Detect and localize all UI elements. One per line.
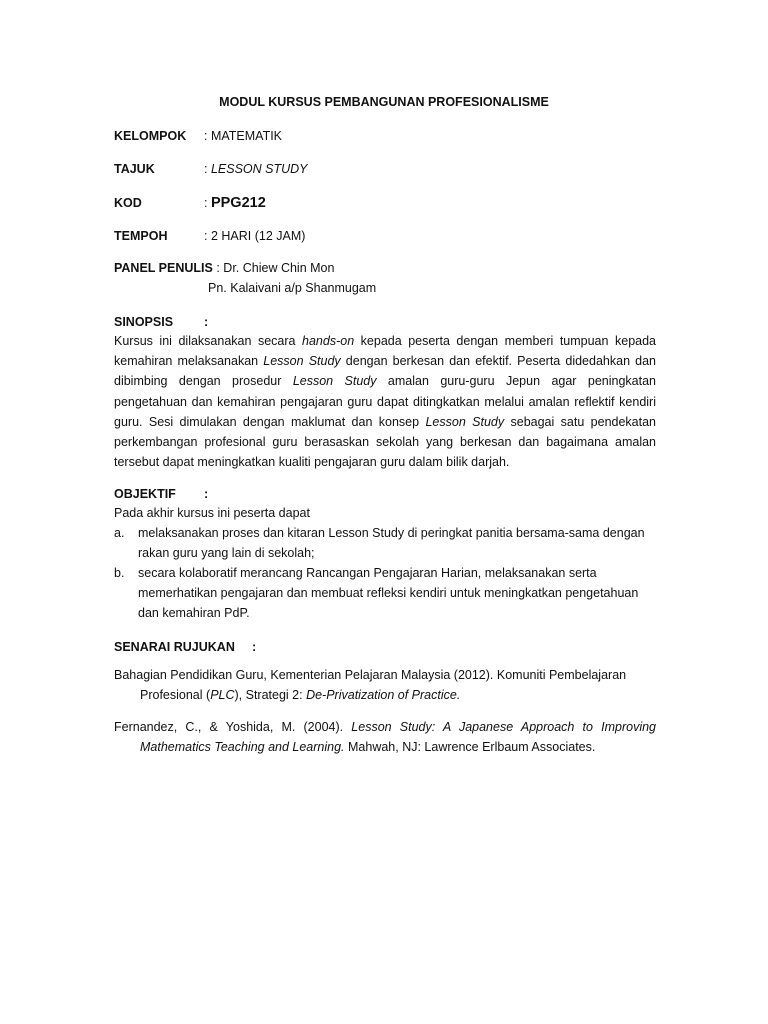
reference-line [114, 717, 656, 737]
field-value-wrap [204, 159, 308, 179]
panel-writer-1: : Dr. Chiew Chin Mon [216, 261, 335, 275]
field-label: TAJUK [114, 162, 155, 176]
sinopsis-text: kepada peserta dengan memberi tumpuan kepada kemahiran melaksanakan [114, 334, 656, 369]
reference-line [114, 685, 656, 705]
field-colon: : [204, 196, 211, 210]
list-marker: b. [114, 566, 125, 580]
field-label: KELOMPOK [114, 129, 187, 143]
field-value: : 2 HARI (12 JAM) [204, 229, 306, 243]
field-value: PPG212 [210, 195, 266, 211]
sinopsis-text: Kursus ini dilaksanakan secara [114, 334, 303, 348]
sinopsis-heading [114, 312, 674, 332]
field-label: TEMPOH [114, 229, 168, 243]
panel-writer-2: Pn. Kalaivani a/p Shanmugam [208, 281, 377, 295]
objektif-heading [114, 484, 674, 504]
reference-emphasis: Lesson Study: A Japanese Approach to Improving [351, 720, 656, 734]
list-marker: a. [114, 526, 125, 540]
objektif-colon: : [204, 487, 209, 501]
sinopsis-text: amalan guru-guru Jepun agar peningkatan pengetahuan dan kemahiran pengajaran guru dapat ditingkatkan melalui amalan reflektif kendiri guru. Sesi dimulakan dengan maklumat dan konsep [114, 374, 656, 429]
reference-line [114, 737, 656, 757]
rujukan-heading [114, 637, 674, 657]
panel-label: PANEL PENULIS [114, 261, 213, 275]
reference-text: Fernandez, C., & Yoshida, M. (2004). [114, 720, 352, 734]
sinopsis-text: sebagai satu pendekatan perkembangan profesional guru berasaskan sekolah yang berkesan dan bagaimana amalan tersebut dapat meningkatkan kualiti pengajaran guru dalam bilik darjah. [114, 414, 657, 470]
reference-2 [114, 717, 656, 757]
rujukan-heading-text: SENARAI RUJUKAN [114, 640, 235, 654]
list-item-text: secara kolaboratif merancang Rancangan Pengajaran Harian, melaksanakan serta memerhatikan pengajaran dan membuat refleksi kendiri untuk meningkatkan pengetahuan dan kemahiran PdP. [138, 566, 639, 620]
field-value: LESSON STUDY [210, 162, 308, 176]
list-item-text: melaksanakan proses dan kitaran Lesson Study di peringkat panitia bersama-sama dengan rakan guru yang lain di sekolah; [138, 526, 645, 560]
field-colon: : [204, 162, 211, 176]
reference-text: ), Strategi 2: [234, 688, 307, 702]
list-item [114, 563, 656, 623]
sinopsis-emphasis: Lesson Study [425, 414, 505, 429]
document-title: MODUL KURSUS PEMBANGUNAN PROFESIONALISME [219, 95, 549, 109]
sinopsis-emphasis: hands-on [302, 334, 355, 348]
field-tajuk [114, 159, 674, 179]
panel-line-1 [114, 258, 674, 278]
list-item [114, 523, 656, 563]
panel-penulis [114, 258, 674, 298]
reference-text: Profesional ( [140, 688, 211, 702]
sinopsis-emphasis: Lesson Study [263, 354, 341, 369]
sinopsis-colon: : [204, 315, 209, 329]
rujukan-colon: : [252, 640, 257, 654]
field-value-wrap [204, 193, 266, 213]
reference-emphasis: PLC [210, 688, 235, 702]
sinopsis-emphasis: Lesson Study [292, 374, 377, 389]
objektif-heading-text: OBJEKTIF [114, 487, 176, 501]
reference-emphasis: De-Privatization of Practice. [306, 688, 461, 702]
reference-emphasis: Mathematics Teaching and Learning. [140, 740, 345, 754]
field-value: : MATEMATIK [204, 129, 283, 143]
objektif-list [114, 503, 656, 623]
sinopsis-heading-text: SINOPSIS [114, 315, 174, 329]
reference-text: Mahwah, NJ: Lawrence Erlbaum Associates. [344, 740, 596, 754]
field-kelompok [114, 126, 674, 146]
field-label: KOD [114, 196, 142, 210]
reference-1 [114, 665, 656, 705]
sinopsis-paragraph [114, 331, 656, 472]
sinopsis-text: dengan berkesan dan efektif. Peserta didedahkan dan dibimbing dengan prosedur [114, 354, 657, 389]
reference-line: Bahagian Pendidikan Guru, Kementerian Pelajaran Malaysia (2012). Komuniti Pembelajaran [114, 668, 627, 682]
field-kod [114, 193, 674, 213]
objektif-intro: Pada akhir kursus ini peserta dapat [114, 506, 310, 520]
field-tempoh [114, 226, 674, 246]
